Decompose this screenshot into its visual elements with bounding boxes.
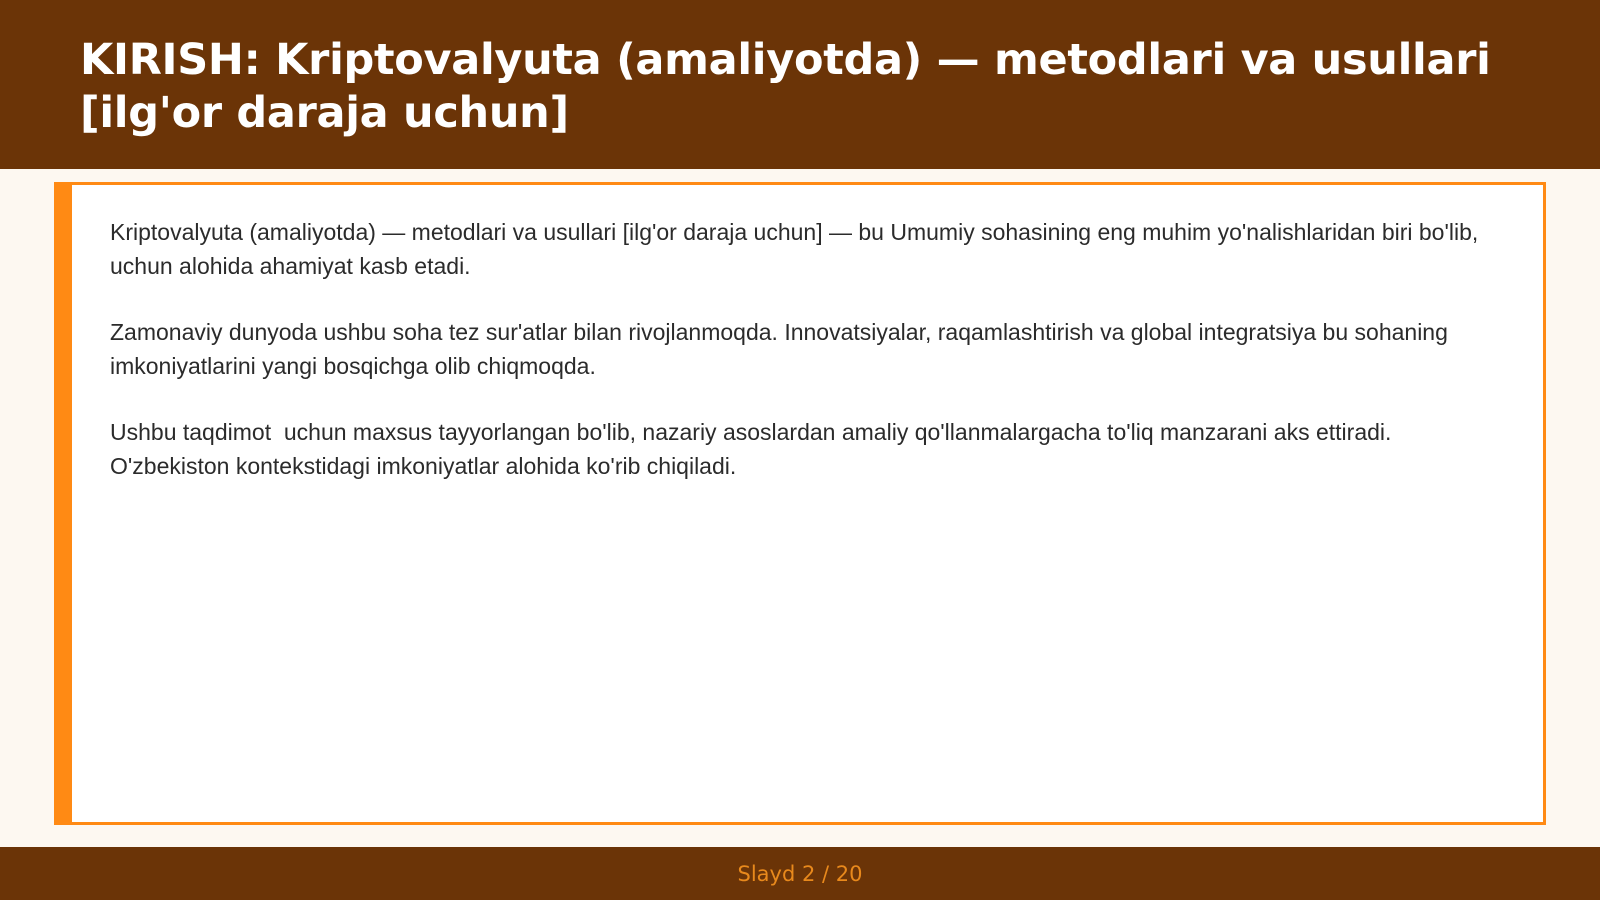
slide-footer bbox=[0, 847, 1600, 900]
paragraph-presentation: Ushbu taqdimot uchun maxsus tayyorlangan bo'lib, nazariy asoslardan amaliy qo'llanmalargacha to'liq manzarani aks ettiradi. O'zbekiston kontekstidagi imkoniyatlar alohida ko'rib chiqiladi. bbox=[110, 419, 1398, 479]
paragraph-intro: Kriptovalyuta (amaliyotda) — metodlari va usullari [ilg'or daraja uchun] — bu Umumiy sohasining eng muhim yo'nalishlaridan biri bo'lib, uchun alohida ahamiyat kasb etadi. bbox=[110, 219, 1492, 279]
slide-number: Slayd 2 / 20 bbox=[737, 861, 863, 886]
slide-title: KIRISH: Kriptovalyuta (amaliyotda) — metodlari va usullari [ilg'or daraja uchun] bbox=[80, 35, 1491, 138]
slide-header bbox=[0, 0, 1600, 169]
paragraph-modern-world: Zamonaviy dunyoda ushbu soha tez sur'atlar bilan rivojlanmoqda. Innovatsiyalar, raqamlashtirish va global integratsiya bu sohaning imkoniyatlarini yangi bosqichga olib chiqmoqda. bbox=[110, 319, 1455, 379]
content-box bbox=[54, 182, 1546, 825]
